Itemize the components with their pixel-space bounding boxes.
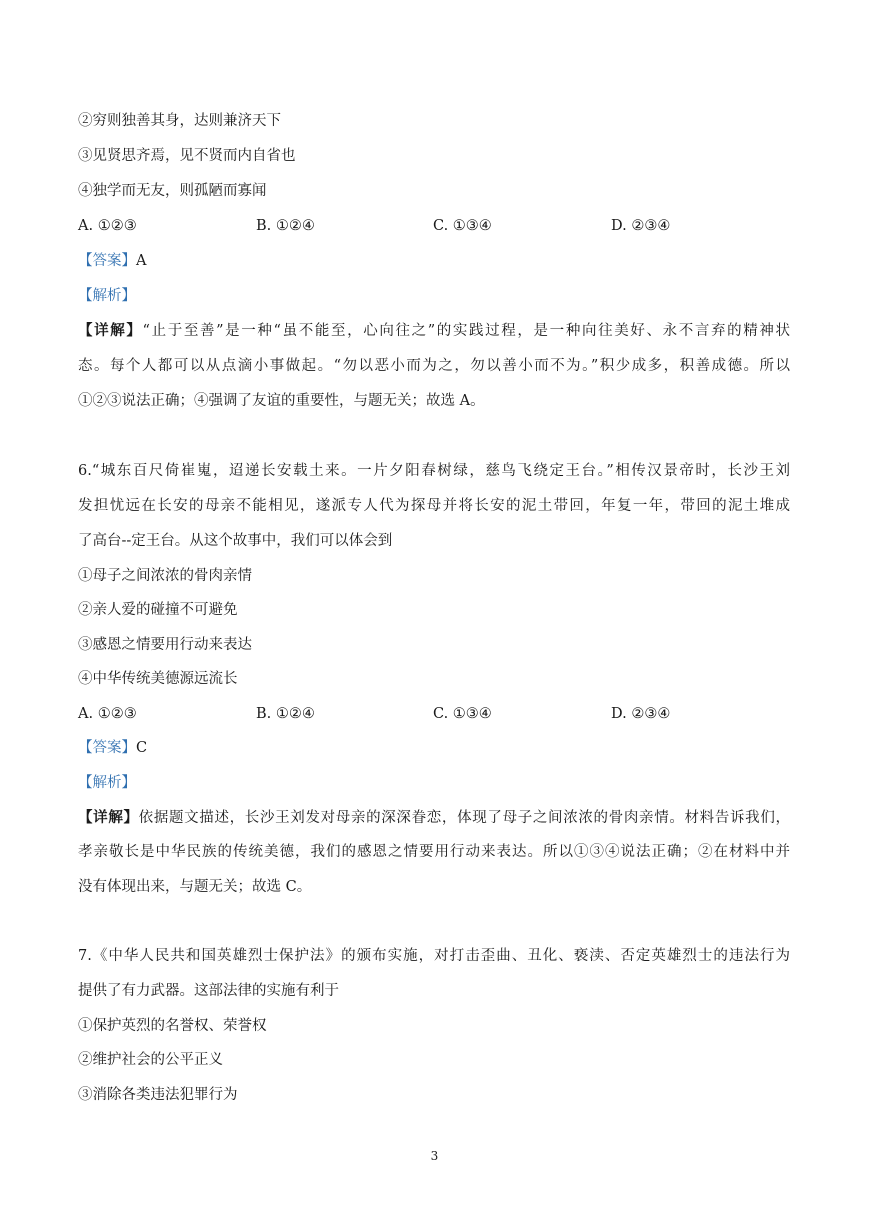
answer-value: A [136,253,147,269]
analysis-label: 【解析】 [78,288,136,304]
answer-value: C [136,740,148,756]
answer-label: 【答案】 [78,740,136,756]
detail-label: 【详解】 [78,809,139,826]
q6-option-c: C. ①③④ [433,706,492,722]
q7-stem-line-1: 7.《中华人民共和国英雄烈士保护法》的颁布实施，对打击歪曲、丑化、亵渎、否定英雄烈士的违法行为 [78,948,790,964]
q6-stem-line-2: 发担忧远在长安的母亲不能相见，遂派专人代为探母并将长安的泥土带回，年复一年，带回的泥土堆成 [78,498,790,514]
q5-statement-2: ②穷则独善其身，达则兼济天下 [78,113,281,129]
analysis-label: 【解析】 [78,775,136,791]
q6-statement-3: ③感恩之情要用行动来表达 [78,637,252,653]
q6-option-a: A. ①②③ [78,706,137,722]
q5-statement-3: ③见贤思齐焉，见不贤而内自省也 [78,148,296,164]
q5-detail-line-1 [78,321,790,341]
q7-statement-3: ③消除各类违法犯罪行为 [78,1087,238,1103]
q5-option-c: C. ①③④ [433,218,492,234]
q7-statement-1: ①保护英烈的名誉权、荣誉权 [78,1018,267,1034]
q6-detail-line-1 [78,808,790,828]
detail-text: 依据题文描述，长沙王刘发对母亲的深深眷恋，体现了母子之间浓浓的骨肉亲情。材料告诉我们， [138,810,791,826]
q5-option-a: A. ①②③ [78,218,137,234]
q6-option-d: D. ②③④ [611,706,671,722]
q6-answer [78,738,147,758]
q6-stem-line-1: 6.“城东百尺倚崔嵬，迢递长安载土来。一片夕阳春树绿，慈鸟飞绕定王台。”相传汉景帝时，长沙王刘 [78,463,790,479]
q5-statement-4: ④独学而无友，则孤陋而寡闻 [78,183,267,199]
q5-option-d: D. ②③④ [611,218,671,234]
q7-stem-line-2: 提供了有力武器。这部法律的实施有利于 [78,983,339,999]
q6-stem-line-3: 了高台--定王台。从这个故事中，我们可以体会到 [78,533,393,549]
detail-label: 【详解】 [78,322,143,339]
q7-statement-2: ②维护社会的公平正义 [78,1052,223,1068]
q5-answer [78,251,146,271]
q5-detail-line-2: 态。每个人都可以从点滴小事做起。“勿以恶小而为之，勿以善小而不为。”积少成多，积善成德。所以 [78,358,790,374]
detail-text: “止于至善”是一种“虽不能至，心向往之”的实践过程，是一种向往美好、永不言弃的精神状 [142,323,791,339]
q6-option-b: B. ①②④ [256,706,315,722]
page-number: 3 [430,1149,439,1163]
q6-analysis-label [78,773,136,793]
q6-detail-line-2: 孝亲敬长是中华民族的传统美德，我们的感恩之情要用行动来表达。所以①③④说法正确；②在材料中并 [78,844,790,860]
answer-label: 【答案】 [78,253,136,269]
q5-option-b: B. ①②④ [256,218,315,234]
q6-statement-1: ①母子之间浓浓的骨肉亲情 [78,568,252,584]
q6-statement-2: ②亲人爱的碰撞不可避免 [78,602,238,618]
q5-detail-line-3: ①②③说法正确；④强调了友谊的重要性，与题无关；故选 A。 [78,393,485,409]
q6-statement-4: ④中华传统美德源远流长 [78,671,238,687]
q6-detail-line-3: 没有体现出来，与题无关；故选 C。 [78,879,312,895]
q5-analysis-label [78,286,136,306]
